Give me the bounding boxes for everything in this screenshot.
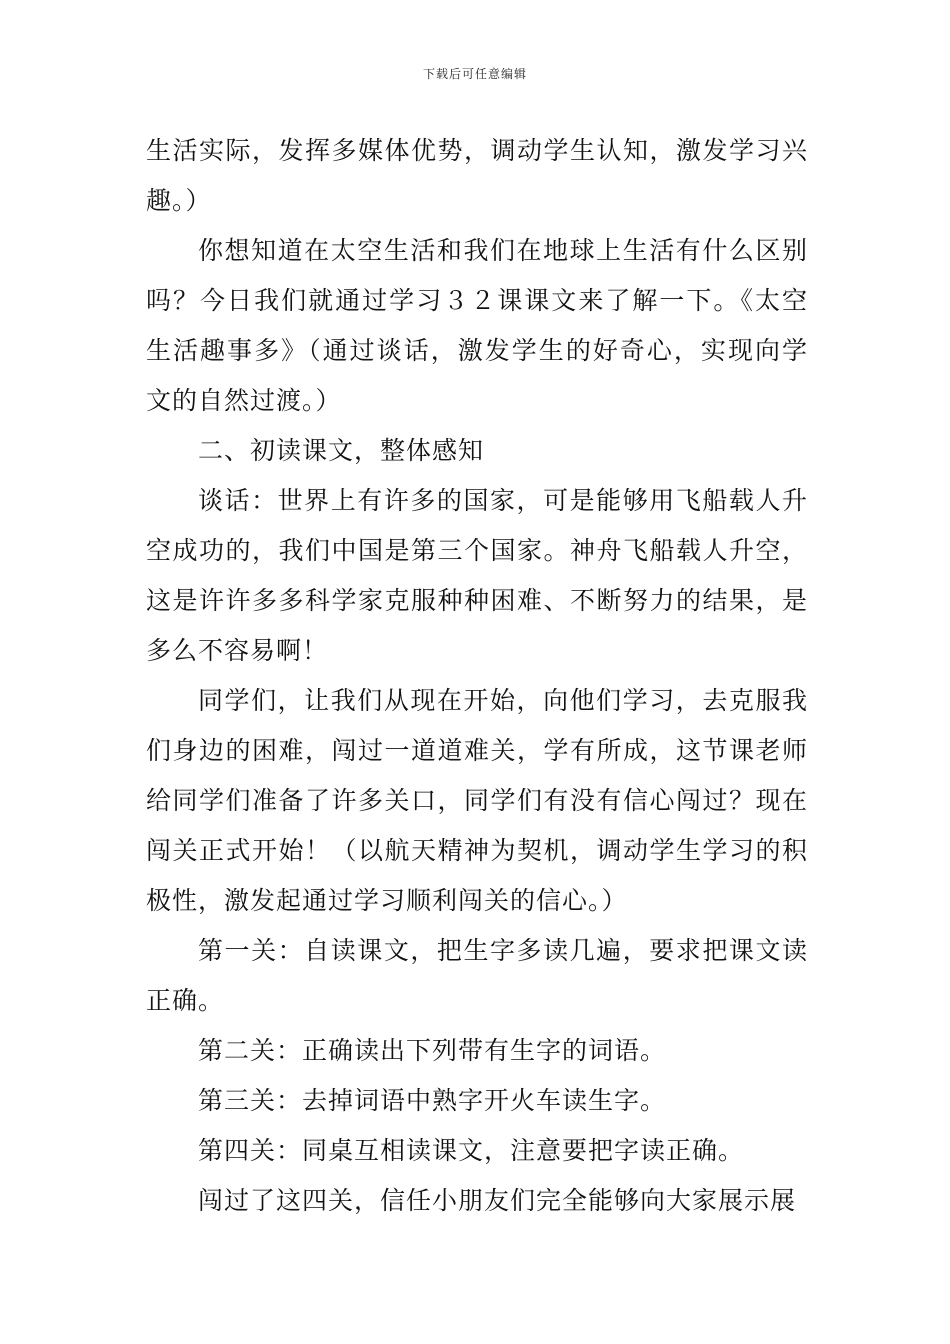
page-header: 下载后可任意编辑: [422, 67, 527, 81]
paragraph-level-1: 第一关：自读课文，把生字多读几遍，要求把课文读正确。: [146, 936, 808, 1015]
paragraph-level-3: 第三关：去掉词语中熟字开火车读生字。: [198, 1086, 667, 1115]
paragraph-continued: 生活实际，发挥多媒体优势，调动学生认知，激发学习兴趣。）: [146, 136, 808, 215]
paragraph-talk: 谈话：世界上有许多的国家，可是能够用飞船载人升空成功的，我们中国是第三个国家。神舟飞船载人升空，这是许许多多科学家克服种种困难、不断努力的结果，是多么不容易啊！: [146, 486, 808, 665]
paragraph-level-4: 第四关：同桌互相读课文，注意要把字读正确。: [198, 1136, 745, 1165]
section-heading: 二、初读课文，整体感知: [198, 436, 485, 465]
paragraph-intro-question: 你想知道在太空生活和我们在地球上生活有什么区别吗？今日我们就通过学习３２课课文来了解一下。《太空生活趣事多》（通过谈话，激发学生的好奇心，实现向学文的自然过渡。）: [146, 236, 808, 415]
document-body: [146, 126, 808, 1226]
paragraph-level-2: 第二关：正确读出下列带有生字的词语。: [198, 1036, 667, 1065]
paragraph-closing: 闯过了这四关，信任小朋友们完全能够向大家展示展: [198, 1186, 797, 1215]
paragraph-challenge-intro: 同学们，让我们从现在开始，向他们学习，去克服我们身边的困难，闯过一道道难关，学有所成，这节课老师给同学们准备了许多关口，同学们有没有信心闯过？现在闯关正式开始！（以航天精神为契机，调动学生学习的积极性，激发起通过学习顺利闯关的信心。）: [146, 686, 808, 915]
